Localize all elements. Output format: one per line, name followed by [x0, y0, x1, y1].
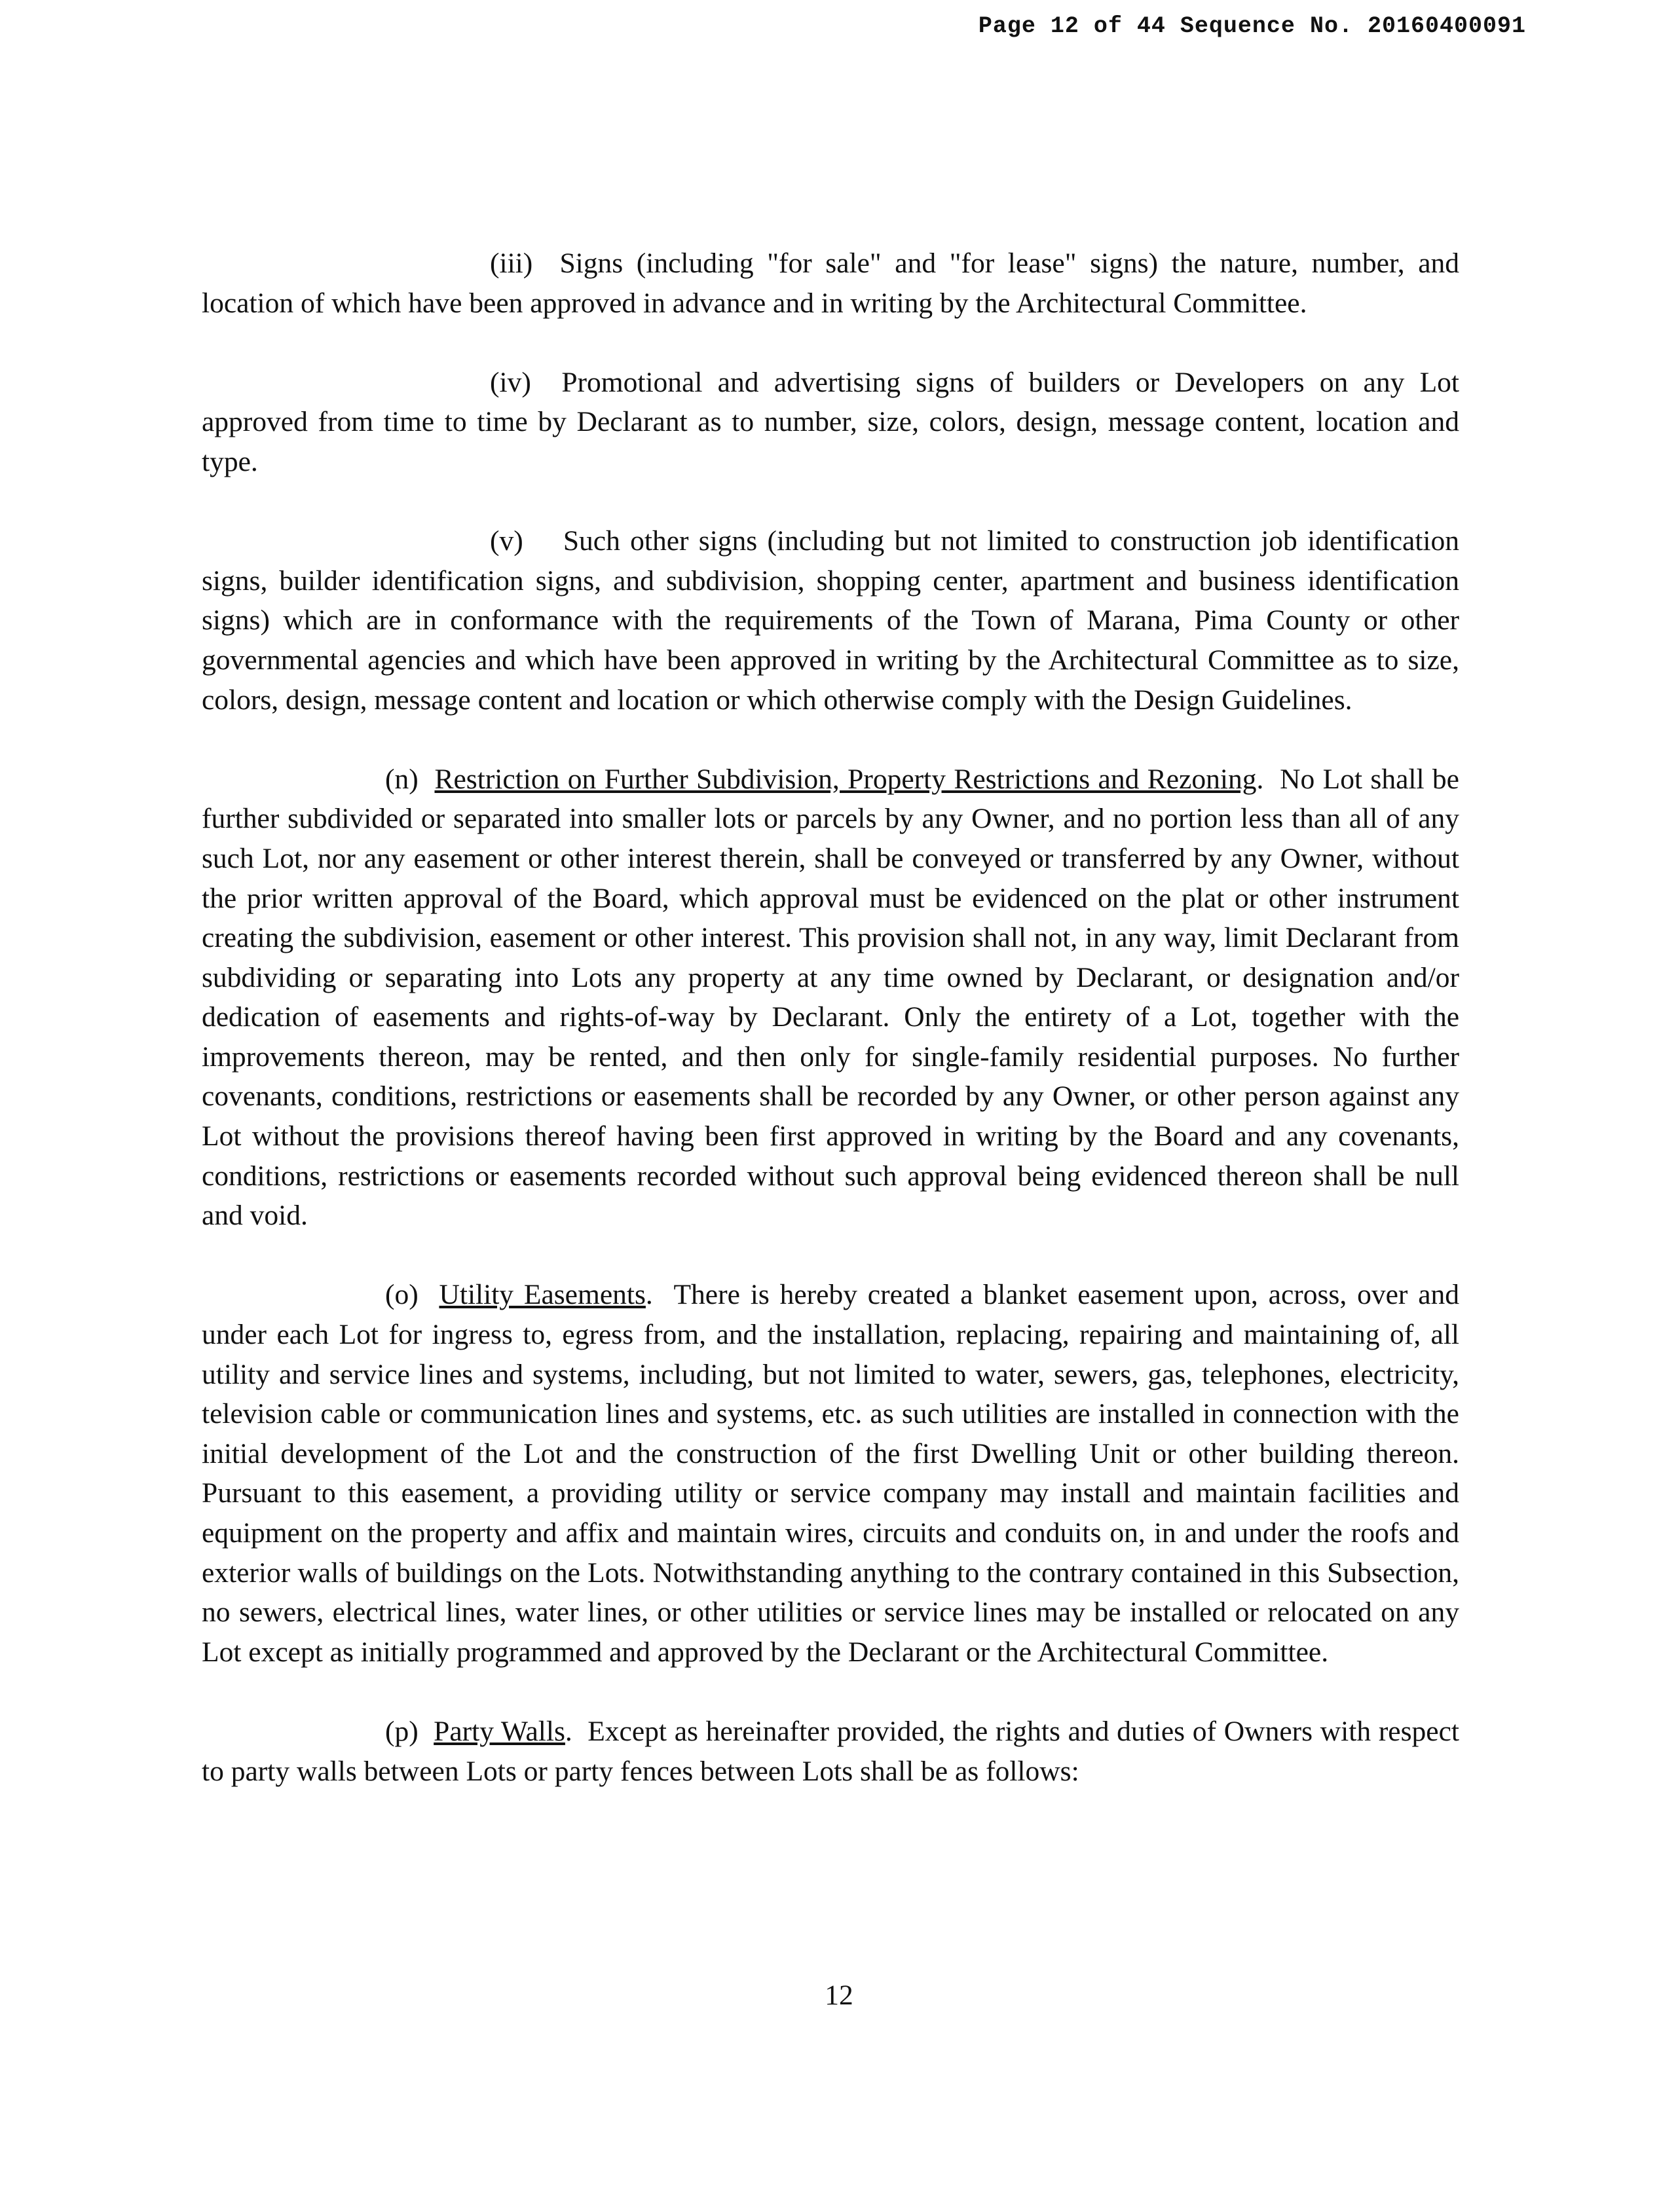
section-label: (p) — [385, 1715, 419, 1747]
section-heading: Party Walls — [434, 1715, 565, 1747]
page-header: Page 12 of 44 Sequence No. 20160400091 — [978, 13, 1526, 39]
paragraph-iv — [202, 363, 1459, 482]
paragraph-label: (iv) — [490, 366, 531, 398]
paragraph-text: Such other signs (including but not limited to construction job identification signs, builder identification signs, and subdivision, shopping center, apartment and business identification signs) which are in conformance with the requirements of the Town of Marana, Pima County or other governmental agencies and which have been approved in writing by the Architectural Committee as to size, colors, design, message content and location or which otherwise comply with the Design Guidelines. — [202, 525, 1459, 716]
section-label: (n) — [385, 763, 419, 795]
section-o: (o) Utility Easements. There is hereby created a blanket easement upon, across, over and under each Lot for ingress to, egress from, and the installation, replacing, repairing and maintaining of, all utility and service lines and systems, including, but not limited to water, sewers, gas, telephones, electricity, television cable or communication lines and systems, etc. as such utilities are installed in connection with the initial development of the Lot and the construction of the first Dwelling Unit or other building thereon. Pursuant to this easement, a providing utility or service company may install and maintain facilities and equipment on the property and affix and maintain wires, circuits and conduits on, in and under the roofs and exterior walls of buildings on the Lots. Notwithstanding anything to the contrary contained in this Subsection, no sewers, electrical lines, water lines, or other utilities or service lines may be installed or relocated on any Lot except as initially programmed and approved by the Declarant or the Architectural Committee. — [202, 1279, 1460, 1668]
section-n: (n) Restriction on Further Subdivision, Property Restrictions and Rezoning. No Lot shall be further subdivided or separated into smaller lots or parcels by any Owner, and no portion less than all of any such Lot, nor any easement or other interest therein, shall be conveyed or transferred by any Owner, without the prior written approval of the Board, which approval must be evidenced on the plat or other instrument creating the subdivision, easement or other interest. This provision shall not, in any way, limit Declarant from subdividing or separating into Lots any property at any time owned by Declarant, or designation and/or dedication of easements and rights-of-way by Declarant. Only the entirety of a Lot, together with the improvements thereon, may be rented, and then only for single-family residential purposes. No further covenants, conditions, restrictions or easements shall be recorded by any Owner, or other person against any Lot without the provisions thereof having been first approved in writing by the Board and any covenants, conditions, restrictions or easements recorded without such approval being evidenced thereon shall be null and void. — [202, 763, 1459, 1232]
page-number: 12 — [825, 1980, 853, 2011]
section-text: Except as hereinafter provided, the rights and duties of Owners with respect to party walls between Lots or party fences between Lots shall be as follows: — [202, 1715, 1459, 1787]
section-heading: Restriction on Further Subdivision, Property Restrictions and Rezoning — [434, 763, 1257, 795]
section-label: (o) — [385, 1279, 419, 1311]
paragraph-iii — [202, 244, 1459, 323]
paragraph-text: Promotional and advertising signs of builders or Developers on any Lot approved from time to time by Declarant as to number, size, colors, design, message content, location and type. — [202, 366, 1460, 477]
paragraph-label: (v) — [490, 525, 523, 557]
paragraph-v — [202, 521, 1459, 720]
section-p: (p) Party Walls. Except as hereinafter provided, the rights and duties of Owners with respect to party walls between Lots or party fences between Lots shall be as follows: — [202, 1715, 1459, 1787]
section-heading: Utility Easements — [439, 1279, 646, 1311]
document-body — [202, 244, 1459, 1831]
section-text: There is hereby created a blanket easement upon, across, over and under each Lot for ingress to, egress from, and the installation, replacing, repairing and maintaining of, all utility and service lines and systems, including, but not limited to water, sewers, gas, telephones, electricity, television cable or communication lines and systems, etc. as such utilities are installed in connection with the initial development of the Lot and the construction of the first Dwelling Unit or other building thereon. Pursuant to this easement, a providing utility or service company may install and maintain facilities and equipment on the property and affix and maintain wires, circuits and conduits on, in and under the roofs and exterior walls of buildings on the Lots. Notwithstanding anything to the contrary contained in this Subsection, no sewers, electrical lines, water lines, or other utilities or service lines may be installed or relocated on any Lot except as initially programmed and approved by the Declarant or the Architectural Committee. — [202, 1279, 1460, 1668]
section-text: No Lot shall be further subdivided or separated into smaller lots or parcels by any Owner, and no portion less than all of any such Lot, nor any easement or other interest therein, shall be conveyed or transferred by any Owner, without the prior written approval of the Board, which approval must be evidenced on the plat or other instrument creating the subdivision, easement or other interest. This provision shall not, in any way, limit Declarant from subdividing or separating into Lots any property at any time owned by Declarant, or designation and/or dedication of easements and rights-of-way by Declarant. Only the entirety of a Lot, together with the improvements thereon, may be rented, and then only for single-family residential purposes. No further covenants, conditions, restrictions or easements shall be recorded by any Owner, or other person against any Lot without the provisions thereof having been first approved in writing by the Board and any covenants, conditions, restrictions or easements recorded without such approval being evidenced thereon shall be null and void. — [202, 763, 1459, 1232]
paragraph-label: (iii) — [490, 248, 533, 279]
paragraph-text: Signs (including "for sale" and "for lease" signs) the nature, number, and location of which have been approved in advance and in writing by the Architectural Committee. — [202, 248, 1460, 319]
